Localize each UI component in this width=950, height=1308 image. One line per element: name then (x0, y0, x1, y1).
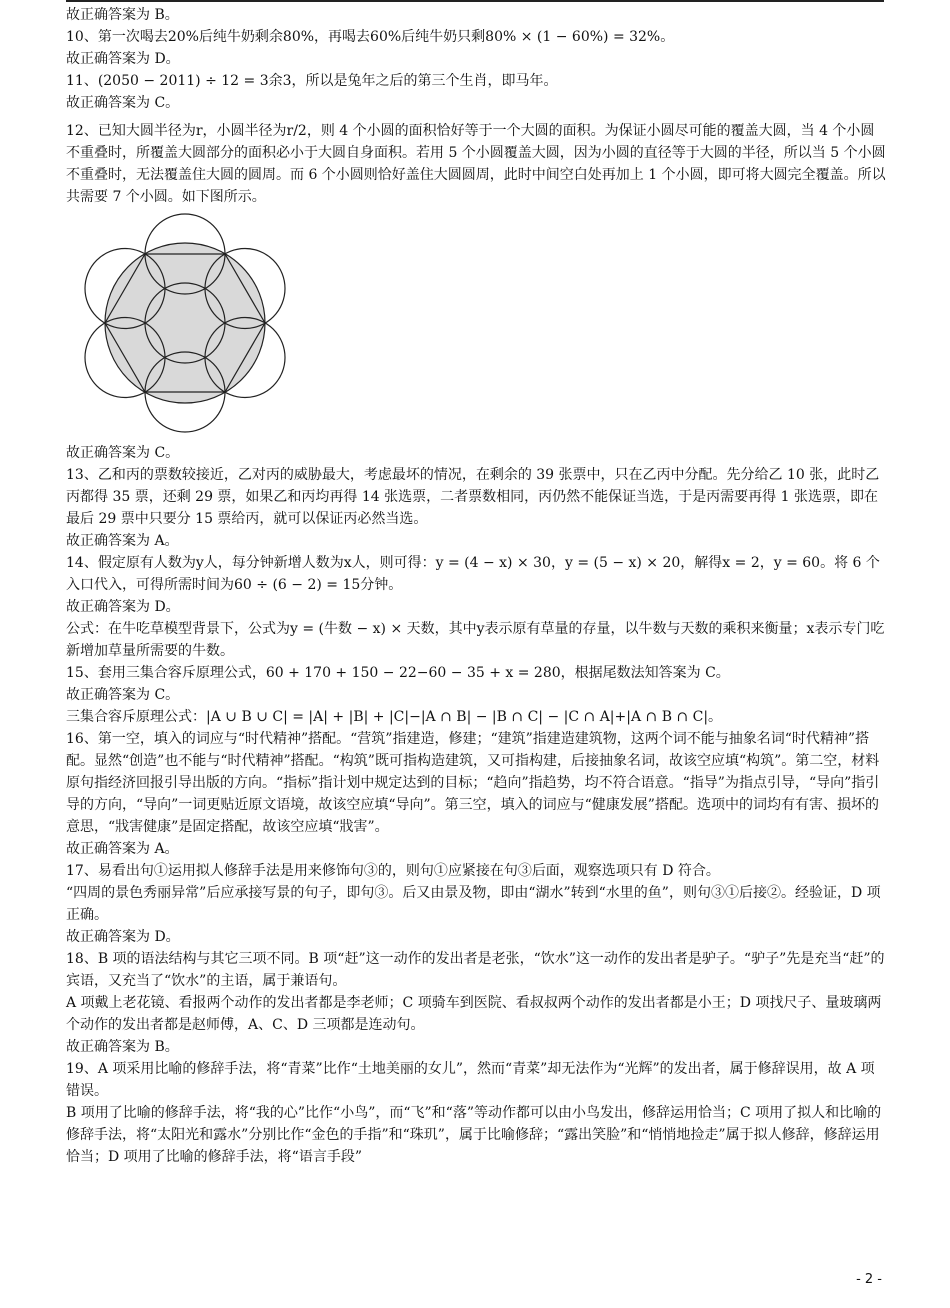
text-line: 11、(2050 − 2011) ÷ 12 = 3余3，所以是兔年之后的第三个生肖，即马年。 (66, 73, 558, 89)
top-rule (66, 0, 884, 2)
text-line: A 项戴上老花镜、看报两个动作的发出者都是李老师；C 项骑车到医院、看叔叔两个动作的发出者都是小王；D 项找尺子、量玻璃两个动作的发出者都是赵师傅，A、C、D 三项都是连动句。 (66, 995, 882, 1033)
text-line: 故正确答案为 C。 (66, 95, 180, 111)
text-line: 故正确答案为 C。 (66, 445, 180, 461)
text-line: 故正确答案为 A。 (66, 533, 179, 549)
text-line: 公式：在牛吃草模型背景下，公式为y = (牛数 − x) × 天数，其中y表示原有草量的存量，以牛数与天数的乘积来衡量；x表示专门吃新增加草量所需要的牛数。 (66, 621, 885, 659)
text-line: “四周的景色秀丽异常”后应承接写景的句子，即句③。后又由景及物，即由“湖水”转到“水里的鱼”，则句③①后接②。经验证，D 项正确。 (66, 885, 881, 923)
text-line: 19、A 项采用比喻的修辞手法，将“青菜”比作“土地美丽的女儿”，然而“青菜”却无法作为“光辉”的发出者，属于修辞误用，故 A 项错误。 (66, 1061, 875, 1099)
text-line: 故正确答案为 B。 (66, 1039, 179, 1055)
text-line: 故正确答案为 D。 (66, 599, 180, 615)
text-line: 故正确答案为 D。 (66, 929, 180, 945)
text-line: 17、易看出句①运用拟人修辞手法是用来修饰句③的，则句①应紧接在句③后面，观察选项只有 D 符合。 (66, 863, 720, 879)
text-line: 12、已知大圆半径为r，小圆半径为r/2，则 4 个小圆的面积恰好等于一个大圆的面积。为保证小圆尽可能的覆盖大圆，当 4 个小圆不重叠时，所覆盖大圆部分的面积必小于大圆自身面积。若用 5 个小圆覆盖大圆，因为小圆的直径等于大圆的半径，所以当 5 个小圆不重叠时，无法覆盖住大圆的圆周。而 6 个小圆则恰好盖住大圆圆周，此时中间空白处再加上 1 个小圆，即可将大圆完全覆盖。所以共需要 7 个小圆。如下图所示。 (66, 123, 886, 205)
text-line: 13、乙和丙的票数较接近，乙对丙的威胁最大，考虑最坏的情况，在剩余的 39 张票中，只在乙丙中分配。先分给乙 10 张，此时乙丙都得 35 票，还剩 29 票，如果乙和丙均再得 14 张选票，二者票数相同，丙仍然不能保证当选，于是丙需要再得 1 张选票，即在最后 29 票中只要分 15 票给丙，就可以保证丙必然当选。 (66, 467, 880, 527)
text-line: 14、假定原有人数为y人，每分钟新增人数为x人，则可得：y = (4 − x) × 30，y = (5 − x) × 20，解得x = 2，y = 60。将 6 个入口代入，可得所需时间为60 ÷ (6 − 2) = 15分钟。 (66, 555, 880, 593)
text-line: 故正确答案为 A。 (66, 841, 179, 857)
big-circle (105, 243, 265, 403)
text-line: B 项用了比喻的修辞手法，将“我的心”比作“小鸟”，而“飞”和“落”等动作都可以由小鸟发出，修辞运用恰当；C 项用了拟人和比喻的修辞手法，将“太阳光和露水”分别比作“金色的手指”和“珠玑”，属于比喻修辞；“露出笑脸”和“悄悄地捡走”属于拟人修辞，修辞运用恰当；D 项用了比喻的修辞手法，将“语言手段” (66, 1105, 882, 1165)
circle-cover-figure (66, 208, 886, 442)
text-line: 15、套用三集合容斥原理公式，60 + 170 + 150 − 22−60 − 35 + x = 280，根据尾数法知答案为 C。 (66, 665, 730, 681)
text-line: 16、第一空，填入的词应与“时代精神”搭配。“营筑”指建造，修建；“建筑”指建造建筑物，这两个词不能与抽象名词“时代精神”搭配。显然“创造”也不能与“时代精神”搭配。“构筑”既可指构造建筑，又可指构建，后接抽象名词，故该空应填“构筑”。第二空，材料原句指经济回报引导出版的方向。“指标”指计划中规定达到的目标；“趋向”指趋势，均不符合语意。“指导”为指点引导，“导向”指引导的方向，“导向”一词更贴近原文语境，故该空应填“导向”。第三空，填入的词应与“健康发展”搭配。选项中的词均有有害、损坏的意思，“戕害健康”是固定搭配，故该空应填“戕害”。 (66, 731, 880, 835)
text-line: 18、B 项的语法结构与其它三项不同。B 项“赶”这一动作的发出者是老张，“饮水”这一动作的发出者是驴子。“驴子”先是充当“赶”的宾语，又充当了“饮水”的主语，属于兼语句。 (66, 951, 885, 989)
text-line: 三集合容斥原理公式：|A ∪ B ∪ C| = |A| + |B| + |C|−|A ∩ B| − |B ∩ C| − |C ∩ A|+|A ∩ B ∩ C|。 (66, 709, 723, 725)
text-line: 故正确答案为 C。 (66, 687, 180, 703)
text-line: 故正确答案为 D。 (66, 51, 180, 67)
page-content (66, 4, 886, 1168)
text-line: 10、第一次喝去20%后纯牛奶剩余80%，再喝去60%后纯牛奶只剩80% × (1 − 60%) = 32%。 (66, 29, 675, 45)
page-number: - 2 - (856, 1272, 882, 1287)
text-line: 故正确答案为 B。 (66, 7, 179, 23)
circle-cover-diagram (70, 208, 300, 438)
